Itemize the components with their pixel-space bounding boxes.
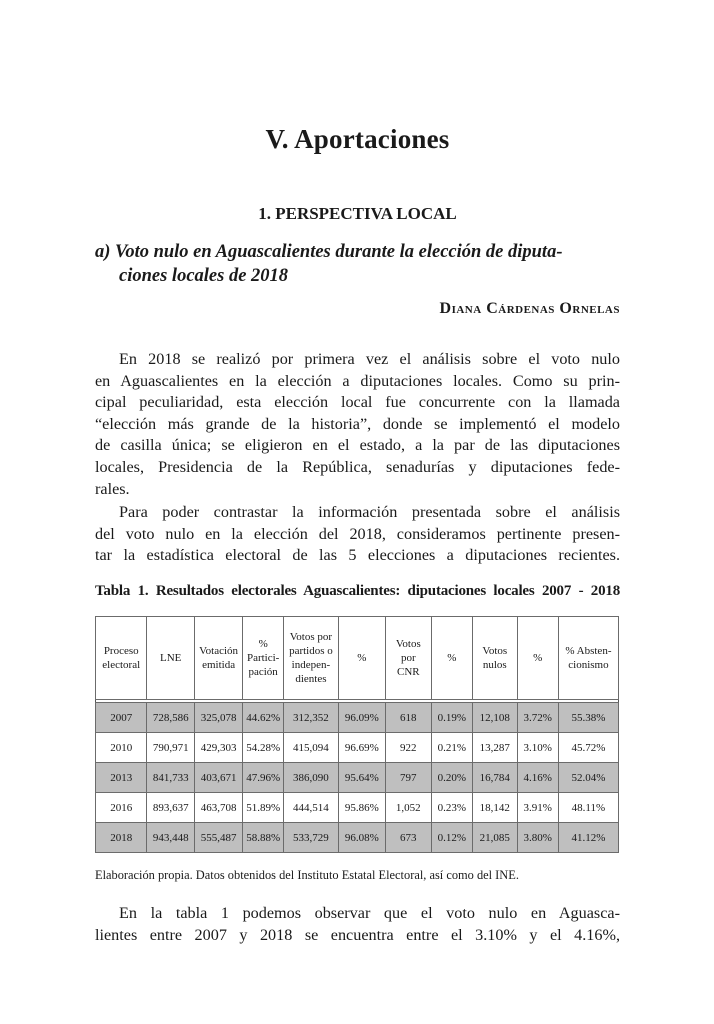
table-cell: 0.23%: [431, 793, 472, 823]
table-cell: 841,733: [147, 763, 194, 793]
table-cell: 96.08%: [338, 823, 385, 853]
table-cell: 618: [385, 703, 431, 733]
table-cell: 3.72%: [517, 703, 558, 733]
table-cell: 2010: [96, 733, 147, 763]
table-cell: 96.09%: [338, 703, 385, 733]
table-cell: 463,708: [194, 793, 242, 823]
table-cell: 797: [385, 763, 431, 793]
text-line: cipal peculiaridad, esta elección local fue concurrente con la llamada: [95, 393, 620, 412]
text-line: locales, Presidencia de la República, senadurías y diputaciones fede-: [95, 457, 620, 476]
table-cell: 44.62%: [243, 703, 284, 733]
column-header: Proceso electoral: [96, 617, 147, 700]
table-cell: 2007: [96, 703, 147, 733]
column-header: %: [517, 617, 558, 700]
column-header: %: [338, 617, 385, 700]
table-cell: 16,784: [472, 763, 517, 793]
table-cell: 893,637: [147, 793, 194, 823]
subsection-title: [95, 240, 620, 288]
text-line: en Aguascalientes en la elección a diputaciones locales. Como su prin-: [95, 371, 620, 390]
column-header: Votos nulos: [472, 617, 517, 700]
table-row: [96, 733, 619, 763]
table-cell: 55.38%: [558, 703, 618, 733]
column-header: %: [431, 617, 472, 700]
table-row: [96, 763, 619, 793]
text-line: tar la estadística electoral de las 5 elecciones a diputaciones recientes.: [95, 546, 620, 565]
table-cell: 325,078: [194, 703, 242, 733]
table-cell: 0.12%: [431, 823, 472, 853]
column-header: % Absten- cionismo: [558, 617, 618, 700]
paragraph-3: [95, 903, 620, 946]
table-cell: 48.11%: [558, 793, 618, 823]
column-header: Votación emitida: [194, 617, 242, 700]
column-header: Votos por partidos o indepen- dientes: [284, 617, 339, 700]
table-header-row: [96, 617, 619, 700]
text-line: lientes entre 2007 y 2018 se encuentra entre el 3.10% y el 4.16%,: [95, 925, 620, 944]
table-cell: 2013: [96, 763, 147, 793]
subsection-title-line-2: ciones locales de 2018: [119, 266, 289, 286]
text-line: Para poder contrastar la información presentada sobre el análisis: [119, 503, 620, 521]
table-cell: 13,287: [472, 733, 517, 763]
table-cell: 41.12%: [558, 823, 618, 853]
table-cell: 54.28%: [243, 733, 284, 763]
table-cell: 429,303: [194, 733, 242, 763]
table-cell: 673: [385, 823, 431, 853]
table-cell: 18,142: [472, 793, 517, 823]
text-line: rales.: [95, 479, 130, 498]
paragraph-1: [95, 349, 620, 500]
table-cell: 52.04%: [558, 763, 618, 793]
table-cell: 415,094: [284, 733, 339, 763]
table-cell: 444,514: [284, 793, 339, 823]
table-cell: 922: [385, 733, 431, 763]
table-cell: 3.91%: [517, 793, 558, 823]
text-line: “elección más grande de la historia”, donde se implementó el modelo: [95, 414, 620, 433]
text-line: del voto nulo en la elección del 2018, consideramos pertinente presen-: [95, 524, 620, 543]
chapter-title: V. Aportaciones: [265, 124, 450, 154]
table-cell: 2016: [96, 793, 147, 823]
column-header: Votos por CNR: [385, 617, 431, 700]
table-cell: 96.69%: [338, 733, 385, 763]
text-line: En 2018 se realizó por primera vez el análisis sobre el voto nulo: [119, 350, 620, 368]
paragraph-2: [95, 502, 620, 567]
table-cell: 95.64%: [338, 763, 385, 793]
subsection-title-line-1: a) Voto nulo en Aguascalientes durante la elección de diputa-: [95, 242, 563, 262]
section-title: 1. PERSPECTIVA LOCAL: [258, 204, 457, 223]
table-cell: 0.20%: [431, 763, 472, 793]
table-cell: 58.88%: [243, 823, 284, 853]
table-cell: 943,448: [147, 823, 194, 853]
table-cell: 3.80%: [517, 823, 558, 853]
table-cell: 12,108: [472, 703, 517, 733]
column-header: LNE: [147, 617, 194, 700]
table-cell: 790,971: [147, 733, 194, 763]
table-cell: 47.96%: [243, 763, 284, 793]
table-cell: 555,487: [194, 823, 242, 853]
election-results-table: [95, 616, 619, 853]
table-cell: 51.89%: [243, 793, 284, 823]
table-row: [96, 793, 619, 823]
table-cell: 3.10%: [517, 733, 558, 763]
table-source-note: Elaboración propia. Datos obtenidos del Instituto Estatal Electoral, así como del INE.: [95, 868, 519, 882]
table-cell: 21,085: [472, 823, 517, 853]
table-row: [96, 823, 619, 853]
table-cell: 45.72%: [558, 733, 618, 763]
table-cell: 2018: [96, 823, 147, 853]
table-cell: 386,090: [284, 763, 339, 793]
table-cell: 728,586: [147, 703, 194, 733]
column-header: % Partici- pación: [243, 617, 284, 700]
text-line: En la tabla 1 podemos observar que el voto nulo en Aguasca-: [119, 904, 620, 922]
table-row: [96, 703, 619, 733]
table-cell: 403,671: [194, 763, 242, 793]
table-cell: 95.86%: [338, 793, 385, 823]
table-cell: 0.19%: [431, 703, 472, 733]
table-cell: 312,352: [284, 703, 339, 733]
author-name: Diana Cárdenas Ornelas: [439, 300, 620, 317]
table-cell: 1,052: [385, 793, 431, 823]
table-cell: 533,729: [284, 823, 339, 853]
table-caption: Tabla 1. Resultados electorales Aguascalientes: diputaciones locales 2007 - 2018: [95, 583, 620, 599]
table-cell: 4.16%: [517, 763, 558, 793]
text-line: de casilla única; se eligieron en el estado, a la par de las diputaciones: [95, 436, 620, 455]
table-cell: 0.21%: [431, 733, 472, 763]
